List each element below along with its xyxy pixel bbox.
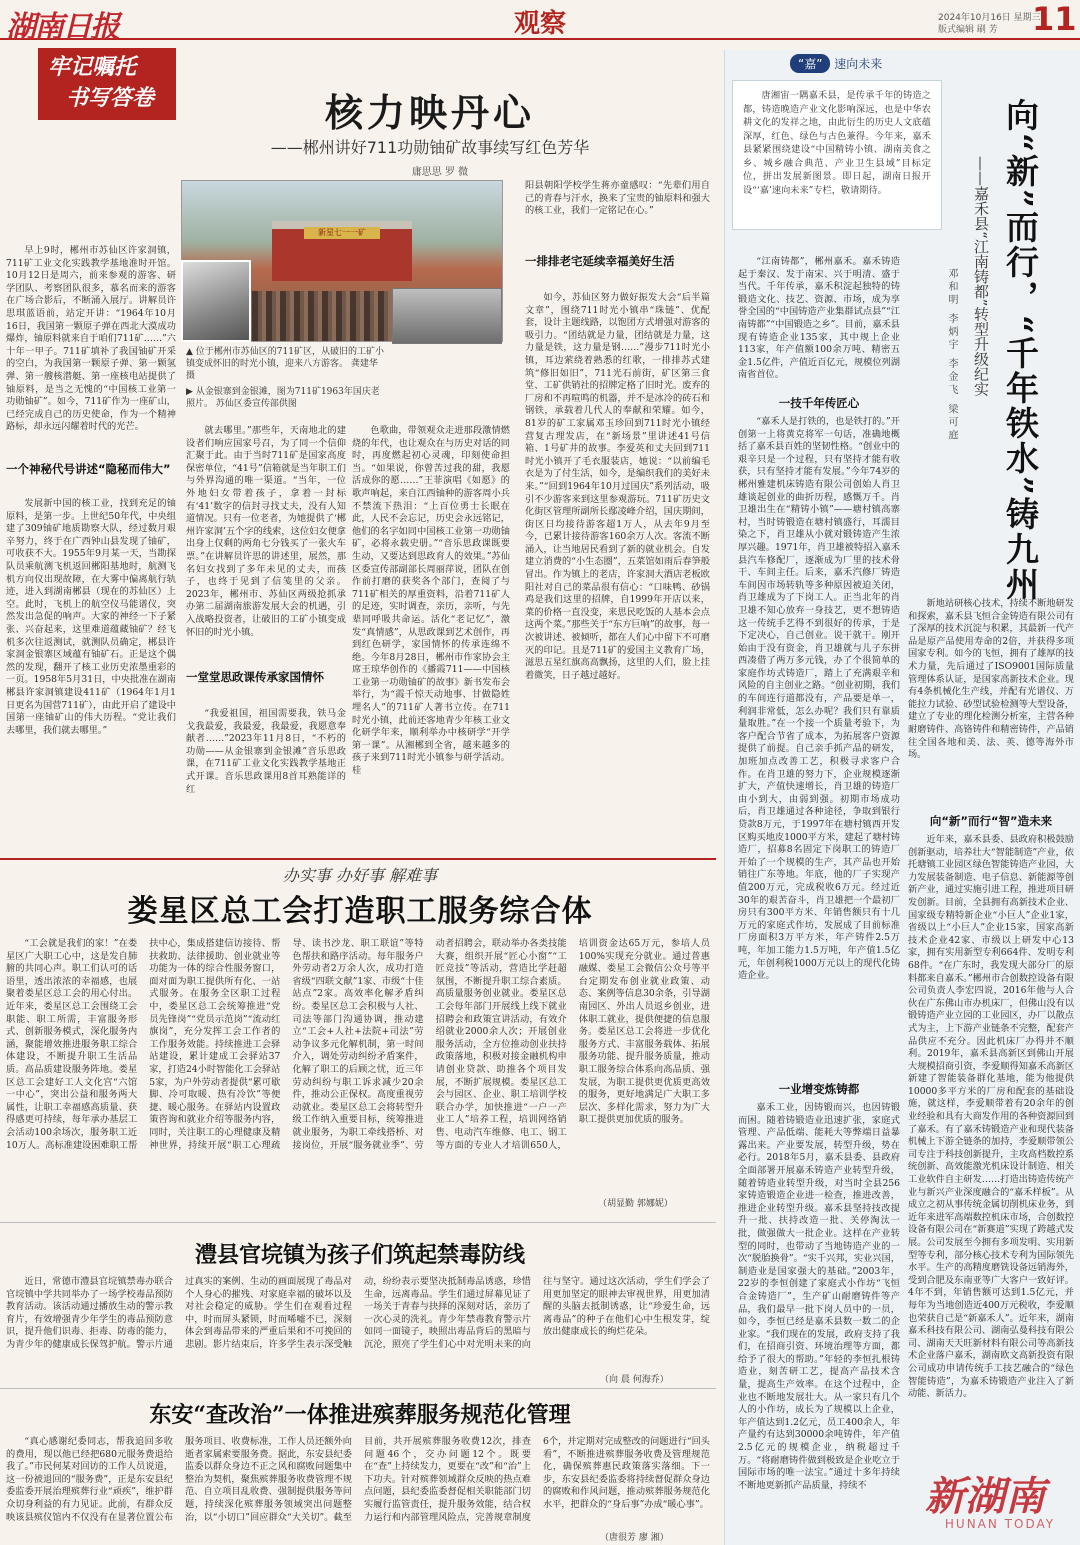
story1-headline: 核力映丹心	[324, 90, 535, 135]
story5-paragraph: “嘉禾人是打铁的，也是铁打的。”开创第一上将黄克将军一句话，准确地概括了嘉禾县百姓的坚韧性格。“创业中的艰辛只是一个过程，只有坚持才能有收获，只有坚持才能有发展。”今年74岁的郴州雅建机床铸造有限公司创始人肖卫雄谈起创业的曲折历程，感慨万千。肖卫雄出生在“精铸小镇”——塘村镇高寨村，当时铸锻造在塘村镇盛行，耳濡目染之下，肖卫雄从小就对锻铸造产生浓厚兴趣。1971年，肖卫雄被特招入嘉禾县汽车修配厂，逐渐成为厂里的技术骨干、车间主任。后来，嘉禾汽修厂铸造车间因市场转轨等多种原因被迫关闭，肖卫雄成为了下岗工人。正当北年的肖卫雄不知心放弃一身技艺，更不想铸造这一传统手艺得不到很好的传承，于是下定决心，自己创业。说干就干。刚开始由于没有资金，肖卫雄就与儿子东拼西凑借了两万多元钱，办了个很简单的家庭作坊式铸造厂，踏上了充满艰辛和风险的自主创业之路。“创业初期，我们的车间连行道都没有，产品要是单一，利润非常低，怎么办呢？我们只有靠质量取胜。”在一个接一个质量考验下，为客户配合节省了成本，为拓展客户资源提供了前提。自己亲手抓产品的研发，加班加点改善工艺，积极寻求客户合作。在肖卫雄的努力下，企业规模逐渐扩大，产值快速增长，肖卫雄的铸造厂由小到大，由弱到强。初期市场成功后，肖卫雄通过各种途径，争取到银行贷款8万元，于1997年在塘村镇西开发区购买地皮1000平方米，建起了塘村铸造厂，招募8名固定下岗职工的铸造厂开始了一个规模的生产，其产品也开始销往广东等地。年底，他的厂子实现产值200万元，完成税收6万元。经过近30年的艰苦奋斗，肖卫雄把一个最初厂房只有300平方米、年销售额只有十几万元的家庭式作坊，发展成了目前标准厂房面积3万平方米，年产铸件2.5万吨，年加工能力1.5万吨，年产值1.5亿元，年创利税1000万元以上的现代化铸造企业。	[738, 416, 900, 982]
photo-caption-1: ▲ 位于郴州市苏仙区的711矿区，从破旧的工矿小镇变成怀旧的时光小镇，迎来八方游客。 龚建华 摄	[186, 347, 384, 381]
section-divider	[0, 1222, 716, 1223]
masthead	[0, 0, 1080, 45]
story1-paragraph: 色歌曲，带领观众走进那段激情燃烧的年代，也让观众在与历史对话的同时，再度燃起初心灵魂，印刻使命担当。“如果说，你曾苦过我的甜，我愿活成你的愿……”王菲演唱《如愿》的歌声响起，来自江西铀种的游客周小兵不禁流下热泪：“上百位勇士长眠在此，人民不会忘记，历史会永远铭记，他们的名字如同中国核工业第一功勋铀矿，必将永载史册。”“音乐思政课既要生动，又要达到思政育人的效果。”苏仙区委宣传部副部长周丽萍说，团队在创作前打磨的获奖各个部门，查阅了与711矿相关的厚重资料，沿着711矿人的足迹，实时调查，亲历，亲听，与先辈同呼吸共命运。活化“老记忆”，激发“真情感”，从思政课到艺术创作，再到红色研学，家国情怀的传承连绵不绝。今年8月28日，郴州市作家协会主席王琼华创作的《播霞711——中国核工业第一功勋铀矿的故事》新书发布会举行，为“霞千惊天动地事、甘做隐姓埋名人”的711矿人著书立传。在711时光小镇，此前还客地青少年核工业文化研学年来，顺利举办中核研学“开学第一课”。从湘郴到全省，越来越多的孩子来到711时光小镇参与研学活动。桂	[352, 425, 510, 777]
photo-sign: 新星七一一矿	[304, 227, 380, 239]
story1-paragraph: 阳县朝阳学校学生蒋亦童感叹：“先辈们用自己的青春与汗水，换来了宝贵的铀原料和强大的核工业，我们一定铭记在心。”	[525, 180, 710, 217]
story1-paragraph: 就去哪里。”那些年，天南地北的建设者们响应国家号召，为了同一个信仰汇聚于此。由于当时711矿是国家高度保密单位，“41号”信箱就是当年职工们与外界沟通的唯一渠道。“当年，一位外地妇女带着孩子，拿着一封标有‘41’数字的信封寻找丈夫，没有人知道情况。只有一位老者，为她提供了‘郴州许家洞’五个字的线索，这位妇女便拿出身上仅剩的两角七分钱买了一张火车票。”在讲解员许思的讲述里，展然，那名妇女找到了多年未见的丈夫，而孩子，也终于见到了信笺里的父亲。2023年，郴州市、苏仙区两级抢抓承办第二届湖南旅游发展大会的机遇，引入战略投资者，让破旧的工矿小镇变成怀旧的时光小镇。	[186, 425, 346, 638]
story2-headline: 娄星区总工会打造职工服务综合体	[127, 894, 593, 929]
story3-credit: （向 晨 何海乔）	[600, 1375, 669, 1385]
story4-paragraph: “真心感谢纪委同志，帮我追回多收的费用，现以他已经把680元服务费退给我了。”市民何某对回访的工作人员说道，这一份被退回的“服务费”，正是东安县纪委监委开展治理殡葬行业“顽疾”，维护群众切身利益的有力见证。此前，有群众反映该县殡仪馆内不仅没有在显著位置公布服务项目、收费标准，工作人员还额外向逝者家属索要服务费。据此，东安县纪委监委以群众身边不正之风和腐败问题集中整治为契机，聚焦殡葬服务收费管理不规范、自立项目乱收费、强制提供服务等问题，持续深化殡葬服务领域突出问题整治，以“小切口”回应群众“大关切”。截至目前，共开展殡葬服务收费12次，排查问题46个，交办问题12个。既要在“查”上持续发力，更要在“改”和“治”上下功夫。针对殡葬领域群众反映的热点难点问题，县纪委监委督促相关职能部门切实履行监管责任，提升服务效能，结合权力运行和内部管理风险点，完善规章制度6个，并定期对完成整改的问题进行“回头看”，不断推进殡葬服务收费及管理规范化，确保殡葬惠民政策落实落细。下一步，东安县纪委监委将持续督促群众身边的腐败和作风问题，推动殡葬服务规范化水平，把群众的“身后事”办成“暖心事”。	[6, 1436, 710, 1523]
new-hunan-logo: 新湖南	[925, 1473, 1045, 1520]
story1-column-3	[352, 425, 510, 856]
story2-kicker: 办实事 办好事 解难事	[282, 866, 438, 885]
story5-subhead: ——嘉禾县“江南铸都”转型升级纪实	[972, 156, 990, 397]
story1-subtitle-1: 一个神秘代号讲述“隐秘而伟大”	[6, 462, 171, 476]
story5-byline: 邓和明 李炳宇 李金飞 梁可庭	[946, 268, 957, 443]
story5-column-2a	[908, 598, 1074, 810]
story5-column-2b	[908, 834, 1074, 1464]
section-divider	[0, 1388, 716, 1389]
monument-photo	[181, 260, 251, 342]
story1-paragraph: 发展新中国的核工业，找到充足的铀原料，是第一步。上世纪50年代，中央组建了309铀矿地质勘察大队，经过数月艰辛努力，终于在广西钟山县发现了铀矿，可收获不大。1955年9月某一天，当勘探队员乘航测飞机返回郴阳基地时，航测飞机方向仪出现故障，在大雾中偏离航行轨迹，进入到湖南郴县（现在的苏仙区）上空。此时，飞机上的航空仪马能谱仪，突然发出急促的响声。大家的神经一下子紧张、兴奋起来，这里难道蕴藏铀矿？经飞机多次往返测试，就测队员确定，郴县许家洞金银寨区域蕴有铀矿石。正是这个偶然的发现，翻开了核工业历史浓墨重彩的一页。1958年5月31日，中央批准在湖南郴县许家洞镇建设411矿（1964年1月1日更名为国营711矿），由此开启了建设中国第一座铀矿山的伟大历程。“党让我们去哪里，我们就去哪里。”	[6, 498, 176, 736]
story5-paragraph: 新地站研核心技术，持续不断地研发和探索，嘉禾县飞恒合金铸造有限公司有了深厚的技术沉淀与积累，其最新一代产品是原产品使用寿命的2倍，并获得多项国家专利。如今的飞恒，拥有了雄厚的技术力量，先后通过了ISO9001国际质量管理体系认证，是国家高新技术企业。现有4条机械化生产线，并配有光谱仪、万能拉力试验、砂型试验检测等大型设备，建立了专业的理化检测分析室，主营各种耐磨铸件、高铬铸件和精密铸件，产品销往全国各地和美、法、英、德等海外市场。	[908, 598, 1074, 761]
story5-subtitle-1: 一技千年传匠心	[778, 396, 860, 410]
story1-paragraph: “我爱祖国，祖国需要我，铁马金戈我最爱，我最爱，我最爱，我愿意奉献者……”2023年11月8日，“不朽的功勋——从金银寨到金银滩”音乐思政课，在711矿工业文化实践教学基地正式开课。音乐思政课用8首耳熟能详的红	[186, 708, 346, 795]
story2-body	[6, 938, 710, 1190]
story3-headline: 澧县官垸镇为孩子们筑起禁毒防线	[194, 1242, 525, 1268]
section-name: 观察	[513, 9, 566, 39]
story1-column-4	[525, 292, 710, 856]
story2-paragraph: “工会就是我们的家！”在娄星区广大职工心中，这是发自肺腑的共同心声。职工们认可的话语里，透出浓浓的幸福感，也展聚着娄星区总工会的用心付出。近年来，娄星区总工会围绕工会职能、职工所需，丰富服务形式、创新服务模式，深化服务内涵，聚能增效推进服务职工综合体建设，不断提升职工生活品质。高品质建设服务阵地。娄星区总工会建好工人文化宫“六馆一中心”，突出公益和服务两大属性，让职工幸福感高质量、获得感更可持续，每年承办基层工会活动100余场次，服务职工近10万人。高标准建设困难职工帮扶中心，集成搭建信访接待、帮扶救助、法律援助、创业就业等功能为一体的综合性服务窗口，面对面为职工提供所有化、一站式服务。在服务全区职工过程中，娄星区总工会统筹推进“党员先锋岗”“党员示范岗”“流动红旗岗”，充分发挥工会工作者的工作服务效能。持续推进工会驿站建设，累计建成工会驿站37家，打造24小时智能化工会驿站5家，为户外劳动者提供“累可歇脚、冷可取暖、热有冷饮”等便捷、暖心服务。在驿站内设置政策咨询和就业介绍等服务内容，同时，关注职工的心理健康及精神世界，持续开展“职工心理疏导、读书沙龙、职工联谊”等特色帮扶和路序活动。每年服务户外劳动者2万余人次，成功打造省级“四联文献”1家、市级“十佳站点”2家。高效率化解矛盾纠纷。娄星区总工会积极与人社、司法等部门沟通协调，推动建立“工会+人社+法院+司法”劳动争议多元化解机制，第一时间介入，调处劳动纠纷矛盾案件，化解了职工的后顾之忧，近三年劳动纠纷与职工诉求减少20余件，推动公正保权。高度重视劳动就业。娄星区总工会将转型升级工作纳入重要目标，统筹推进就业服务，为职工牵线搭桥、对接岗位，开展“服务就业季”、劳动者招聘会，联动举办各类技能大赛，组织开展“匠心小窗”“工匠竞技”等活动，营造比学赶超氛围，不断提升职工综合素质。高质量服务创业就业。娄星区总工会每年部门开展线上线下就业招聘会和政策宣讲活动，有效介绍就业2000余人次；开展创业服务活动，全方位推动创业扶持政策落地，积极对接金融机构申请创业贷款、助推各个项目发展，不断扩展规模。娄星区总工会与园区、企业、职工培训学校联合办学，加快推进“一户一产业工人”培养工程，培训网络销售、电动汽车维修、电工、钢工等方面的专业人才培训650人，培训资金达65万元，参培人员100%实现充分就业。通过普惠融媒、娄星工会微信公众号等平台定期发布创业就业政策、动态、案例等信息30余条，引导湖南园区、外出人员返乡创业，进体职工就业，提供便捷的信息服务。娄星区总工会将进一步优化服务方式、丰富服务载体、拓展服务功能、提升服务质量，推动职工服务综合体系向高品质、强发展，为职工提供更优质更高效的服务，更好地满足广大职工多层次、多样化需求，努力为广大职工提供更加优质的服务。	[6, 938, 710, 1151]
feature-tag-text: 速向未来	[834, 57, 883, 71]
story1-paragraph: 如今，苏仙区努力做好振发大会“后半篇文章”，围绕711时光小镇串“珠链”、优配套，设计主题线路，以饱团方式增强对游客的吸引力。“团结就是力量，团结就是力量，这力量是铁，这力量是钢……”漫步711时光小镇，耳边萦绕着熟悉的红歌，一排排苏式建筑“修旧如旧”，711光石前街，矿区第三食堂、工矿供销社的招牌定格了旧时光。废弃的厂房和不再喧鸣的机器，并不是冰冷的砖石和钢铁，承载着几代人的奉献和荣耀。如今，81岁的矿工家属邓玉珍回到711时光小镇经营复古理发店，在“新场景”里讲述41号信箱、1号矿井的故事。李爱英和丈夫回到711时光小镇开了毛衣服装店，她说：“以前编毛衣是为了付生活，如今，是编织我们的美好未来。”“回到1964年10月过国庆”系列活动，吸引不少游客来到这里参观游玩。711矿历史文化街区管理所副所长鄢凌峰介绍，国庆期间，街区日均接待游客超1万人，从去年9月至今，已累计接待游客160余万人次。客流不断涌入，让当地居民看到了新的就业机会。自发建立消费的“小生态圈”，五菜馆如雨后春笋般冒出。作为镇上的老店，许家洞大酒店老板欧阳社对自己的菜品很有信心：“口味鸭、砂锅鸡是我们这里的招牌，自1999年开店以来，菜的价格一直没变，来思民吃饭的人基本会点这两个菜。”那些关于“东方巨响”的故事，每一次被讲述、被倾听，都在人们心中留下不可磨灭的印记。且是711矿的爱国主义教育广场，滋思五星红旗高高飘扬，这里的人们，脸上挂着微笑，日子越过越好。	[525, 292, 710, 681]
story1-column-2b	[186, 708, 346, 856]
story1-column-4a	[525, 180, 710, 244]
photo-caption-2: ▶ 从金银寨到金银滩，图为711矿1963年国庆老照片。 苏仙区委宣传部供图	[186, 387, 380, 409]
story5-headline: 向“新”而行，“千年铁水”铸九州	[1001, 98, 1040, 602]
layout-editors: 版式编辑 刷 芳	[938, 25, 998, 35]
story4-credit: （唐很芳 廖 湘）	[600, 1533, 669, 1543]
story5-column-1b	[738, 416, 900, 1076]
story5-paragraph: 近年来，嘉禾县委、县政府积极鼓励创新驱动，培养壮大“智能制造”产业，依托塘镇工业园区绿色智能铸造产业园，大力发展装备制造、电子信息、新能源等创新产业，通过实施引进工程，推进项目研发创新。目前，全县拥有高新技术企业、国家级专精特新企业“小巨人”企业1家，省级以上“小巨人”企业15家，国家高新技术企业42家、市级以上研发中心13家，拥有实用新型专利664件、发明专利68件。“在广东时，我发现大部分厂的原料都来自嘉禾。”郴州市合创数控设备有限公司负责人李宏四说，2016年他与人合伙在广东佛山市办机床厂，但佛山没有以锻铸造产业立园的工业园区，办厂以散点式为主，上下游产业链条不完整，配套产品供应不充分。因此机床厂办得并不顺利。2019年，嘉禾县高新区到佛山开展大规模招商引资，李爱顺得知嘉禾高新区新建了智能装备群化基地，能为他提供10000多平方米的厂房和配套的基础设施，就这样，李爱顺带着有20余年的创业经验和具有大商发作用的各种资源回到了嘉禾。有了嘉禾铸锻造产业和现代装备机械上下游全链条的加持，李爱顺带领公司专注于科技创新提升，主攻高档数控系统创新、高效能激光机床设计制造、相关工业软件自主研发……打造出铸造传统产业与新兴产业深度融合的“嘉禾样板”。从成立之初从事传统金属切削机床业务，到近年来进军高端数控机床市场，合创数控设备有限公司在“新赛道”实现了跨越式发展。公司发展至今拥有多项发明、实用新型等专利，部分核心技术专利为国际领先水平。生产的高精度磨铣设备远销海外，受到合肥及东南亚等广大客户一致好评。4年不到，年销售额可达到1.5亿元，并每年为当地创造近400万元税收，李爱顺也荣获自己是“新嘉禾人”。近年来，湖南嘉禾科技有限公司、湖南弘曼科技有限公司、湖南天天旺新材料有限公司等高新技术企业落户嘉禾，湖南欧文高新投资有限公司成功申请传统手工技艺融合的“绿色智能铸造”，为嘉禾铸锻造产业注入了新动能、新活力。	[908, 834, 1074, 1400]
story5-paragraph: 嘉禾工业，因铸锻而兴，也因铸锻而困。随着铸锻造业迅速扩张，家庭式管理、产品低端、能耗大等弊端日益暴露出来。产业要发展，转型升级，势在必行。2018年5月，嘉禾县委、县政府全面部署开展嘉禾铸造产业转型升级，随着铸造业转型升级，对当时全县256家铸造锻造企业进一检查，推进改善，推进企业转型升级。嘉禾县坚持技改提升一批、扶持改造一批、关停淘汰一批，做强做大一批企业。这样在产业转型的同时，也带动了当地铸造产业的一次“脱胎换骨”。“实千兴邦，实业兴国，制造业是国家强大的基础。”2003年，22岁的李恒创建了家庭式小作坊“飞恒合金铸造厂”，生产矿山耐磨铸件等产品，我们最早一批下岗人员中的一员，如今，李恒已经是嘉禾县数一数二的企业家。“我们现在的发展，政府支持了我们，在招商引资、环境治理等方面，都给予了很大的帮助。”年轻的李恒扎根铸造业，刻苦研工艺，提高产品技术含量，提高生产效率。在这个过程中，企业也不断地发展壮大。从一家只有几个人的小作坊，成长为了规模以上企业，年产值达到1.2亿元，员工400余人，年产量约有达到30000余吨铸件，年产值2.5亿元的规模企业，纳税超过千万。“将耐磨铸件做到极致是企业吃立于国际市场的唯一法宝。”通过十多年持续不断地更新抓产品质量，持续不	[738, 1102, 900, 1491]
story1-column-1b	[6, 498, 176, 856]
story1-subhead: ——郴州讲好711功勋铀矿故事续写红色芳华	[270, 138, 590, 157]
new-hunan-logo-sub: HUNAN TODAY	[944, 1517, 1056, 1531]
paper-name: 湖南日报	[6, 10, 118, 45]
story4-headline: 东安“查改治”一体推进殡葬服务规范化管理	[149, 1402, 571, 1428]
feature-tag	[760, 54, 1060, 74]
feature-intro: 唐湘宙一隅嘉禾县，是传承千年的铸造之都，铸造晚造产业文化影响深远，也是中华农耕文化的发祥之地，由此衍生的历史人文底蕴深厚，红色、绿色与古色兼得。今年来，嘉禾县紧紧围绕建设“中国精铸小镇、湖南美食之乡、城乡融合典范、产业卫生县域”目标定位，拼出发展新图景。即日起，湖南日报开设“‘嘉’速向未来”专栏，敬请期待。	[732, 80, 942, 230]
story5-column-1a	[738, 256, 900, 390]
story5-subtitle-2: 一业增变炼铸都	[778, 1082, 860, 1096]
feature-tag-prefix: “嘉”	[790, 54, 830, 73]
story1-paragraph: 早上9时，郴州市苏仙区许家洞镇，711矿工业文化实践教学基地准时开馆。10月12日是周六，前来参观的游客、研学团队、考察团队很多，慕名而来的游客在广场合影后，不断涌入展厅。讲解员许思琪蓝语前，站定开讲：“1964年10月16日，我国第一颗原子弹在西北大漠成功爆炸，铀原料就来自于咱们711矿……”六十年一甲子。711矿填补了我国铀矿开采的空白，为我国第一颗原子弹、第一颗氢弹、第一艘核潜艇、第一座核电站提供了铀原料，是当之无愧的“中国核工业第一功勋铀矿”。如今，711矿作为一座矿山，已经完成自己的历史使命，作为一个精神路标，却永远闪耀着时代的光芒。	[6, 245, 176, 433]
story5-column-1c	[738, 1102, 900, 1540]
section-divider	[0, 858, 716, 860]
old-group-photo	[392, 288, 502, 344]
story1-subtitle-2: 一堂堂思政课传承家国情怀	[186, 670, 324, 684]
kicker-line-1: 牢记嘱托	[48, 54, 137, 80]
column-kicker	[38, 48, 176, 120]
kicker-line-2: 书写答卷	[66, 85, 155, 111]
page-number: 11	[1032, 0, 1077, 38]
story1-column-1a	[6, 245, 176, 457]
story1-column-2a	[186, 425, 346, 669]
story2-credit: （胡显勤 郭娜妮）	[598, 1199, 673, 1209]
issue-date: 2024年10月16日 星期三	[938, 13, 1041, 23]
story5-paragraph: “江南铸都”，郴州嘉禾。嘉禾铸造起于秦汉、发于南宋、兴于明清、盛于当代。千年传承，嘉禾积淀起独特的铸锻造文化、技艺、资源、市场，成为享誉全国的“中国铸造产业集群试点县”“江南铸都”“中国锻造之乡”。目前，嘉禾县现有铸造企业135家，其中规上企业113家，年产值额100余万吨、精密五金1.5亿件，产值近百亿元，规模位列湖南省首位。	[738, 256, 900, 381]
story3-body	[6, 1276, 710, 1370]
story4-body	[6, 1436, 710, 1530]
story1-byline: 庸思思 罗 微	[411, 167, 469, 178]
story5-subtitle-3: 向“新”而行“智”造未来	[929, 814, 1053, 828]
story3-paragraph: 近日，常德市澧县官垸镇禁毒办联合官垸镇中学共同举办了一场学校毒品预防教育活动。该活动通过播放生动的警示教育片，有效增强青少年学生的毒品预防意识，提升他们识毒、拒毒、防毒的能力，为青少年的健康成长保驾护航。警示片通过真实的案例、生动的画面展现了毒品对个人身心的摧残、对家庭幸福的破坏以及对社会稳定的威胁。学生们在观看过程中，时而屏头紧锁，时而唏嘘不已，深刻体会到毒品带来的严重后果和不可挽回的悲剧。影片结束后，许多学生表示深受触动，纷纷表示要坚决抵制毒品诱惑，珍惜生命，远离毒品。学生们通过屏幕见证了一场关于青春与抉择的深刻对话，亲历了一次心灵的洗礼。青少年禁毒教育警示片如同一面镜子，映照出毒品背后的黑暗与沉沦，照亮了学生们心中对光明未来的向往与坚守。通过这次活动，学生们学会了用更加坚定的眼神去审视世界，用更加清醒的头脑去抵制诱惑，让“珍爱生命，远离毒品”的种子在他们心中生根发芽，绽放出健康成长的绚烂花朵。	[6, 1276, 710, 1350]
story1-subtitle-3: 一排排老宅延续幸福美好生活	[525, 254, 675, 268]
